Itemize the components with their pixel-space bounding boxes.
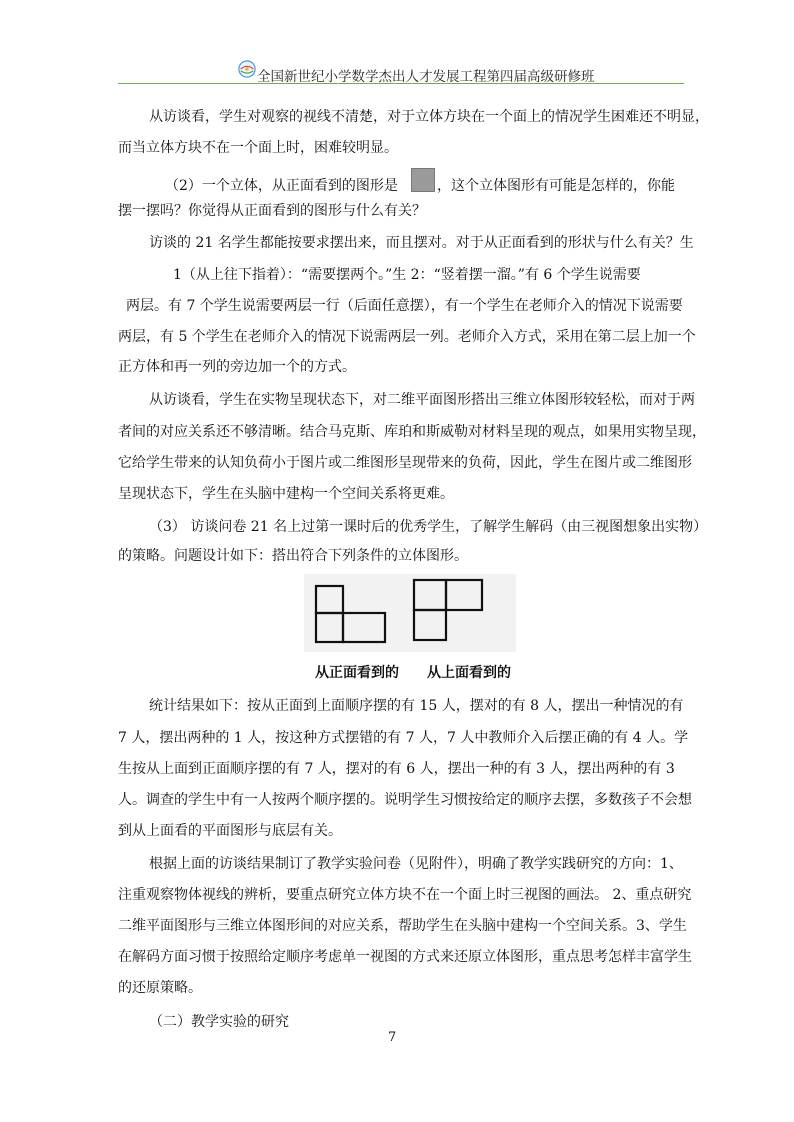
text-line: 正方体和再一列的旁边加一个的方式。 bbox=[118, 359, 356, 375]
text-line: 1（从上往下指着）：“需要摆两个。”生 2：“竖着摆一溜。”有 6 个学生说需要 bbox=[173, 267, 641, 283]
text-line: 二维平面图形与三维立体图形间的对应关系，帮助学生在头脑中建构一个空间关系。3、学生 bbox=[118, 918, 687, 934]
views-figure bbox=[304, 574, 516, 652]
logo-icon bbox=[238, 60, 256, 78]
text-line: 从访谈看，学生在实物呈现状态下，对二维平面图形搭出三维立体图形较轻松，而对于两 bbox=[149, 392, 695, 408]
text-line: 摆一摆吗？你觉得从正面看到的图形与什么有关？ bbox=[118, 203, 426, 219]
text-line: 根据上面的访谈结果制订了教学实验问卷（见附件），明确了教学实践研究的方向：1、 bbox=[149, 856, 683, 872]
text-line: 统计结果如下：按从正面到上面顺序摆的有 15 人，摆对的有 8 人，摆出一种情况的有 bbox=[149, 698, 684, 714]
text-line: 而当立体方块不在一个面上时，困难较明显。 bbox=[118, 140, 398, 156]
page-number: 7 bbox=[388, 1030, 397, 1045]
text-line: 两层。有 7 个学生说需要两层一行（后面任意摆），有一个学生在老师介入的情况下说需要 bbox=[126, 298, 683, 314]
text-line: 访谈的 21 名学生都能按要求摆出来，而且摆对。对于从正面看到的形状与什么有关？生 bbox=[149, 235, 694, 251]
header-title: 全国新世纪小学数学杰出人才发展工程第四届高级研修班 bbox=[257, 69, 595, 85]
header-divider bbox=[118, 83, 684, 84]
square-figure-icon bbox=[411, 168, 435, 192]
text-line: 到从上面看的平面图形与底层有关。 bbox=[118, 823, 342, 839]
front-view-shape bbox=[316, 586, 385, 642]
text-line: 它给学生带来的认知负荷小于图片或二维图形呈现带来的负荷，因此，学生在图片或二维图形 bbox=[118, 455, 692, 471]
page-header bbox=[118, 56, 684, 86]
text-line: （2）一个立体，从正面看到的图形是 bbox=[165, 178, 398, 194]
caption-top-view: 从上面看到的 bbox=[427, 665, 511, 681]
text-line: 呈现状态下，学生在头脑中建构一个空间关系将更难。 bbox=[118, 486, 454, 502]
caption-front-view: 从正面看到的 bbox=[315, 665, 399, 681]
text-line: 注重观察物体视线的辨析，要重点研究立体方块不在一个面上时三视图的画法。 2、重点研究 bbox=[118, 887, 692, 903]
section-heading: （二）教学实验的研究 bbox=[149, 1014, 289, 1030]
text-line: 人。调查的学生中有一人按两个顺序摆的。说明学生习惯按给定的顺序去摆，多数孩子不会想 bbox=[118, 792, 692, 808]
views-drawing bbox=[304, 574, 516, 652]
text-line: 生按从上面到正面顺序摆的有 7 人，摆对的有 6 人，摆出一种的有 3 人，摆出两种的有 3 bbox=[118, 761, 675, 777]
text-line: 7 人，摆出两种的 1 人，按这种方式摆错的有 7 人，7 人中教师介入后摆正确的有 4 人。学 bbox=[118, 730, 689, 746]
text-line: 的策略。问题设计如下：搭出符合下列条件的立体图形。 bbox=[118, 548, 468, 564]
text-line: 在解码方面习惯于按照给定顺序考虑单一视图的方式来还原立体图形，重点思考怎样丰富学生 bbox=[118, 949, 692, 965]
text-line: 的还原策略。 bbox=[118, 980, 202, 996]
text-line: 者间的对应关系还不够清晰。结合马克斯、库珀和斯威勒对材料呈现的观点，如果用实物呈现， bbox=[118, 424, 706, 440]
text-line: （3） 访谈问卷 21 名上过第一课时后的优秀学生，了解学生解码（由三视图想象出实物） bbox=[149, 519, 708, 535]
text-line: 两层，有 5 个学生在老师介入的情况下说需两层一列。老师介入方式，采用在第二层上加一个 bbox=[118, 329, 696, 345]
top-view-shape bbox=[414, 580, 482, 640]
text-line: 从访谈看，学生对观察的视线不清楚，对于立体方块在一个面上的情况学生困难还不明显， bbox=[149, 109, 709, 125]
text-line: ，这个立体图形有可能是怎样的，你能 bbox=[437, 178, 675, 194]
